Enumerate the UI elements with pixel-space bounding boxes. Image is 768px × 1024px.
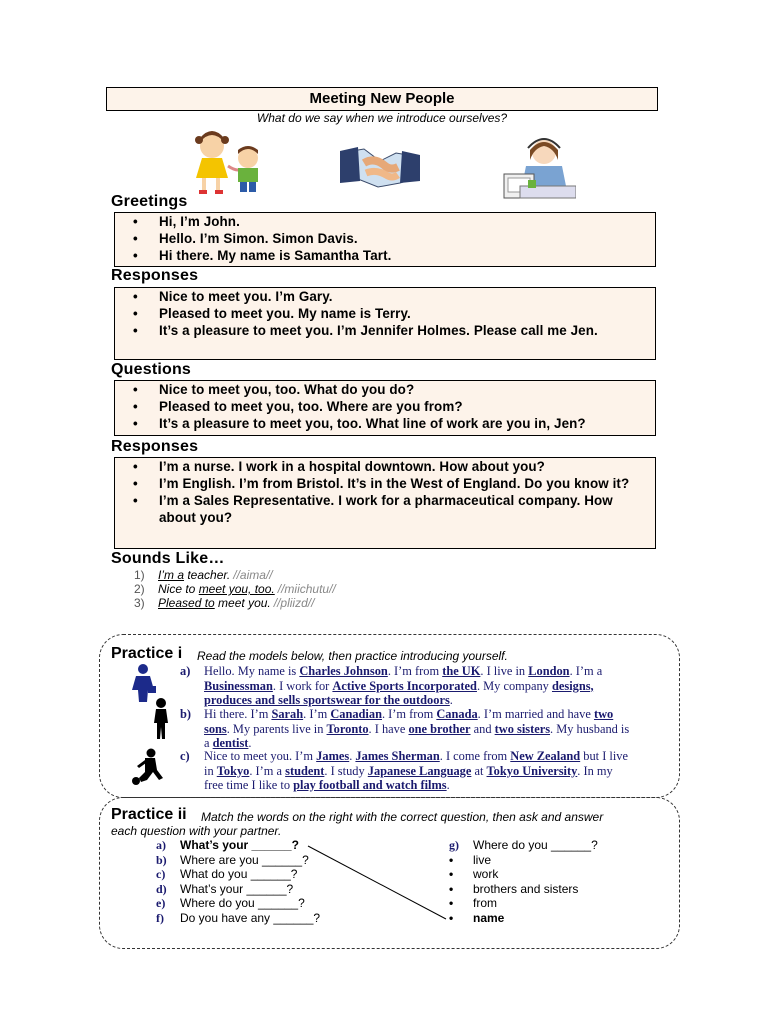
highlighted-phrase: Businessman <box>204 678 273 693</box>
section-heading-sounds-like: Sounds Like… <box>111 550 225 567</box>
sound-item: 3) Pleased to meet you. //pliizd// <box>134 596 315 610</box>
practice-i-instruction: Read the models below, then practice introducing yourself. <box>197 649 508 663</box>
model-c: c) Nice to meet you. I’m James. James Sherman. I come from New Zealand but I live in Tokyo. I’m a student. I study Japanese Language at Tokyo University. In my free time I like to play football and watch films. <box>180 749 632 793</box>
model-a: a) Hello. My name is Charles Johnson. I’m from the UK. I live in London. I’m a Businessman. I work for Active Sports Incorporated. My company designs, produces and sells sportswear for the outdoors. <box>180 664 632 708</box>
plain-text: . I’m a <box>569 664 603 678</box>
highlighted-phrase: New Zealand <box>510 749 581 763</box>
practice-ii-instruction: Match the words on the right with the correct question, then ask and answer <box>201 810 604 824</box>
plain-text: . I’m a <box>249 763 286 778</box>
list-item: • Hello. I’m Simon. Simon Davis. <box>159 230 651 247</box>
plain-text: at <box>471 763 487 778</box>
plain-text: and <box>470 721 495 736</box>
highlighted-phrase: play football and watch films <box>293 778 447 792</box>
question-item: d) What’s your ______? <box>156 881 294 896</box>
plain-text: Nice to meet you. I’m <box>204 749 317 763</box>
plain-text: . <box>349 749 356 763</box>
plain-text: . I live in <box>480 664 529 678</box>
highlighted-phrase: Charles Johnson <box>299 664 388 678</box>
plain-text: . I come from <box>439 749 511 763</box>
practice-i-title: Practice i <box>111 645 183 662</box>
plain-text: . I have <box>368 721 409 736</box>
plain-text: . In my free time I like to <box>204 763 613 792</box>
plain-text: but I live in <box>204 749 629 778</box>
page-title: Meeting New People <box>106 87 658 111</box>
page-subtitle: What do we say when we introduce ourselves? <box>256 111 508 125</box>
highlighted-phrase: Active Sports Incorporated <box>332 678 477 693</box>
highlighted-phrase: one brother <box>408 721 471 736</box>
highlighted-phrase: Canadian <box>330 707 382 721</box>
highlighted-phrase: London <box>528 664 570 678</box>
highlighted-phrase: Sarah <box>271 707 304 721</box>
highlighted-phrase: Canada <box>436 707 478 721</box>
plain-text: . My company <box>476 678 552 693</box>
answer-item: • from <box>449 896 497 910</box>
section-heading-greetings: Greetings <box>111 193 188 210</box>
highlighted-phrase: designs, produces and sells sportswear for the outdoors <box>204 678 594 707</box>
section-heading-questions: Questions <box>111 361 192 378</box>
plain-text: . <box>248 736 252 750</box>
highlighted-phrase: two sisters <box>494 721 551 736</box>
question-item: e) Where do you ______? <box>156 896 305 910</box>
highlighted-phrase: the UK <box>442 664 481 678</box>
list-item: • Pleased to meet you, too. Where are you from? <box>159 398 651 415</box>
highlighted-phrase: Tokyo <box>216 763 250 778</box>
highlighted-phrase: student <box>285 763 325 778</box>
list-item: • Hi, I’m John. <box>159 213 651 230</box>
list-item: • It’s a pleasure to meet you. I’m Jennifer Holmes. Please call me Jen. <box>159 322 651 339</box>
list-item: • It’s a pleasure to meet you, too. What line of work are you in, Jen? <box>159 415 651 432</box>
plain-text: . My husband is a <box>204 721 630 750</box>
highlighted-phrase: James <box>316 749 350 763</box>
highlighted-phrase: James Sherman <box>355 749 440 763</box>
highlighted-phrase: dentist <box>212 736 249 750</box>
answer-item: • live <box>449 852 492 867</box>
answer-item: • name <box>449 910 505 925</box>
highlighted-phrase: Japanese Language <box>367 763 472 778</box>
plain-text: . I’m married and have <box>477 707 594 721</box>
practice-ii-instruction-2: each question with your partner. <box>111 824 282 838</box>
plain-text: . My parents live in <box>226 721 327 736</box>
question-item: c) What do you ______? <box>156 867 298 881</box>
sound-item: 1) I’m a teacher. //aima// <box>134 568 273 582</box>
section-heading-responses-2: Responses <box>111 438 199 455</box>
list-item: • I’m a nurse. I work in a hospital downtown. How about you? <box>159 458 651 475</box>
highlighted-phrase: two sons <box>204 707 614 736</box>
plain-text: . I study <box>324 763 368 778</box>
model-b: b) Hi there. I’m Sarah. I’m Canadian. I’m from Canada. I’m married and have two sons. My parents live in Toronto. I have one brother and two sisters. My husband is a dentist. <box>180 707 632 751</box>
plain-text: . I’m from <box>387 664 443 678</box>
list-item: • I’m English. I’m from Bristol. It’s in the West of England. Do you know it? <box>159 475 651 492</box>
list-item: • Nice to meet you, too. What do you do? <box>159 381 651 398</box>
answer-item: • brothers and sisters <box>449 881 579 896</box>
answer-item: • work <box>449 867 499 881</box>
highlighted-phrase: Toronto <box>326 721 369 736</box>
practice-ii-title: Practice ii <box>111 806 187 823</box>
list-item: • Nice to meet you. I’m Gary. <box>159 288 651 305</box>
plain-text: . <box>446 778 450 792</box>
sound-item: 2) Nice to meet you, too. //miichutu// <box>134 582 336 596</box>
plain-text: . I’m from <box>381 707 437 721</box>
plain-text: . <box>449 693 453 707</box>
answer-item: g) Where do you ______? <box>449 838 598 852</box>
question-item: a) What’s your ______? <box>156 838 299 852</box>
list-item: • I’m a Sales Representative. I work for a pharmaceutical company. How about you? <box>159 492 651 526</box>
list-item: • Pleased to meet you. My name is Terry. <box>159 305 651 322</box>
question-item: b) Where are you ______? <box>156 852 309 867</box>
highlighted-phrase: Tokyo University <box>486 763 578 778</box>
plain-text: . I work for <box>272 678 333 693</box>
plain-text: . I’m <box>303 707 331 721</box>
question-item: f) Do you have any ______? <box>156 910 321 925</box>
list-item: • Hi there. My name is Samantha Tart. <box>159 247 651 264</box>
section-heading-responses: Responses <box>111 267 199 284</box>
plain-text: Hi there. I’m <box>204 707 272 721</box>
plain-text: Hello. My name is <box>204 664 300 678</box>
